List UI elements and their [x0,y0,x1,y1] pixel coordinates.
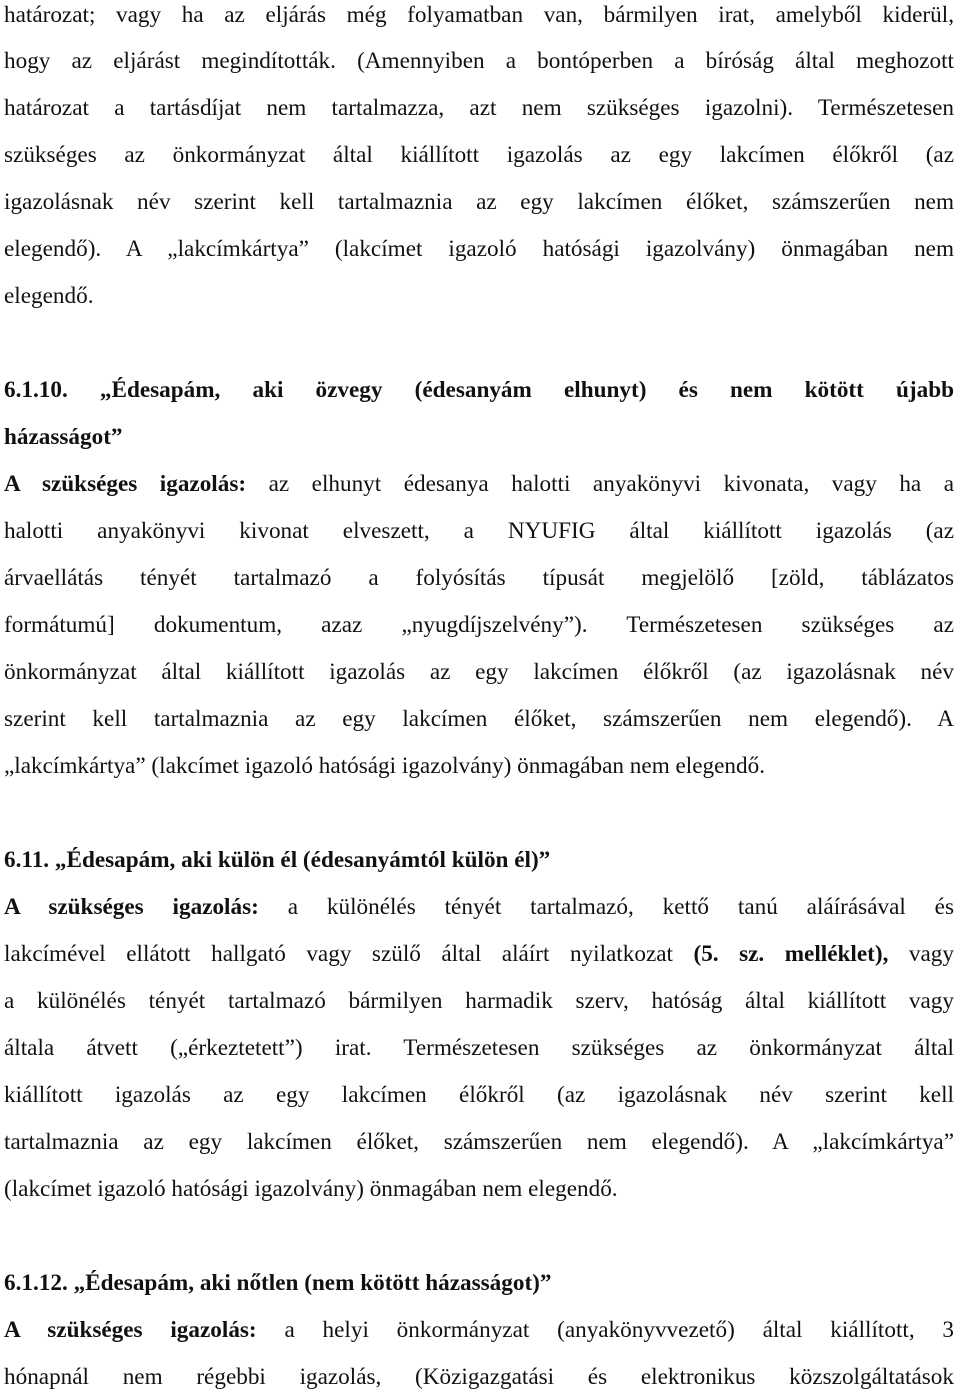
body-line: önkormányzat által kiállított igazolás az egy lakcímen élőkről (az igazolásnak név [4,659,954,685]
body-line: szerint kell tartalmaznia az egy lakcímen élőket, számszerűen nem elegendő). A [4,706,954,732]
required-certificate-label: A szükséges igazolás: [4,471,247,497]
required-certificate-label: A szükséges igazolás: [4,894,259,920]
body-line: általa átvett („érkeztetett”) irat. Természetesen szükséges az önkormányzat által [4,1035,954,1061]
body-line: hogy az eljárást megindították. (Amennyiben a bontóperben a bíróság által meghozott [4,48,954,74]
body-line: igazolásnak név szerint kell tartalmaznia az egy lakcímen élőket, számszerűen nem [4,189,954,215]
body-line: hónapnál nem régebbi igazolás, (Közigazgatási és elektronikus közszolgáltatások [4,1364,954,1390]
body-line: tartalmaznia az egy lakcímen élőket, számszerűen nem elegendő). A „lakcímkártya” [4,1129,954,1155]
body-line [4,939,954,969]
body-line: halotti anyakönyvi kivonat elveszett, a NYUFIG által kiállított igazolás (az [4,518,954,544]
section-heading-6-11: 6.11. „Édesapám, aki külön él (édesanyámtól külön él)” [4,847,551,873]
body-line: (lakcímet igazoló hatósági igazolvány) önmagában nem elegendő. [4,1176,618,1202]
body-line: határozat a tartásdíjat nem tartalmazza, azt nem szükséges igazolni). Természetesen [4,95,954,121]
body-line: kiállított igazolás az egy lakcímen élőkről (az igazolásnak név szerint kell [4,1082,954,1108]
body-line [4,892,954,922]
body-text: a helyi önkormányzat (anyakönyvvezető) által kiállított, 3 [256,1317,954,1343]
body-line [4,469,954,499]
body-line: határozat; vagy ha az eljárás még folyamatban van, bármilyen irat, amelyből kiderül, [4,2,954,28]
body-line: elegendő). A „lakcímkártya” (lakcímet igazoló hatósági igazolvány) önmagában nem [4,236,954,262]
body-text: a különélés tényét tartalmazó, kettő tanú aláírásával és [258,894,954,920]
body-text: lakcímével ellátott hallgató vagy szülő által aláírt nyilatkozat [4,941,694,967]
annex-reference: (5. sz. melléklet), [693,941,889,967]
body-line: szükséges az önkormányzat által kiállított igazolás az egy lakcímen élőkről (az [4,142,954,168]
section-heading-6-1-10-cont: házasságot” [4,424,123,450]
body-line: elegendő. [4,283,94,309]
body-line [4,1315,954,1345]
body-text: vagy [888,941,954,967]
body-line: „lakcímkártya” (lakcímet igazoló hatósági igazolvány) önmagában nem elegendő. [4,753,766,779]
section-heading-6-1-10: 6.1.10. „Édesapám, aki özvegy (édesanyám elhunyt) és nem kötött újabb [4,377,954,403]
body-line: árvaellátás tényét tartalmazó a folyósítás típusát megjelölő [zöld, táblázatos [4,565,954,591]
body-line: a különélés tényét tartalmazó bármilyen harmadik szerv, hatóság által kiállított vagy [4,988,954,1014]
body-text: az elhunyt édesanya halotti anyakönyvi kivonata, vagy ha a [246,471,954,497]
section-heading-6-1-12: 6.1.12. „Édesapám, aki nőtlen (nem kötött házasságot)” [4,1270,552,1296]
body-line: formátumú] dokumentum, azaz „nyugdíjszelvény”). Természetesen szükséges az [4,612,954,638]
required-certificate-label: A szükséges igazolás: [4,1317,257,1343]
